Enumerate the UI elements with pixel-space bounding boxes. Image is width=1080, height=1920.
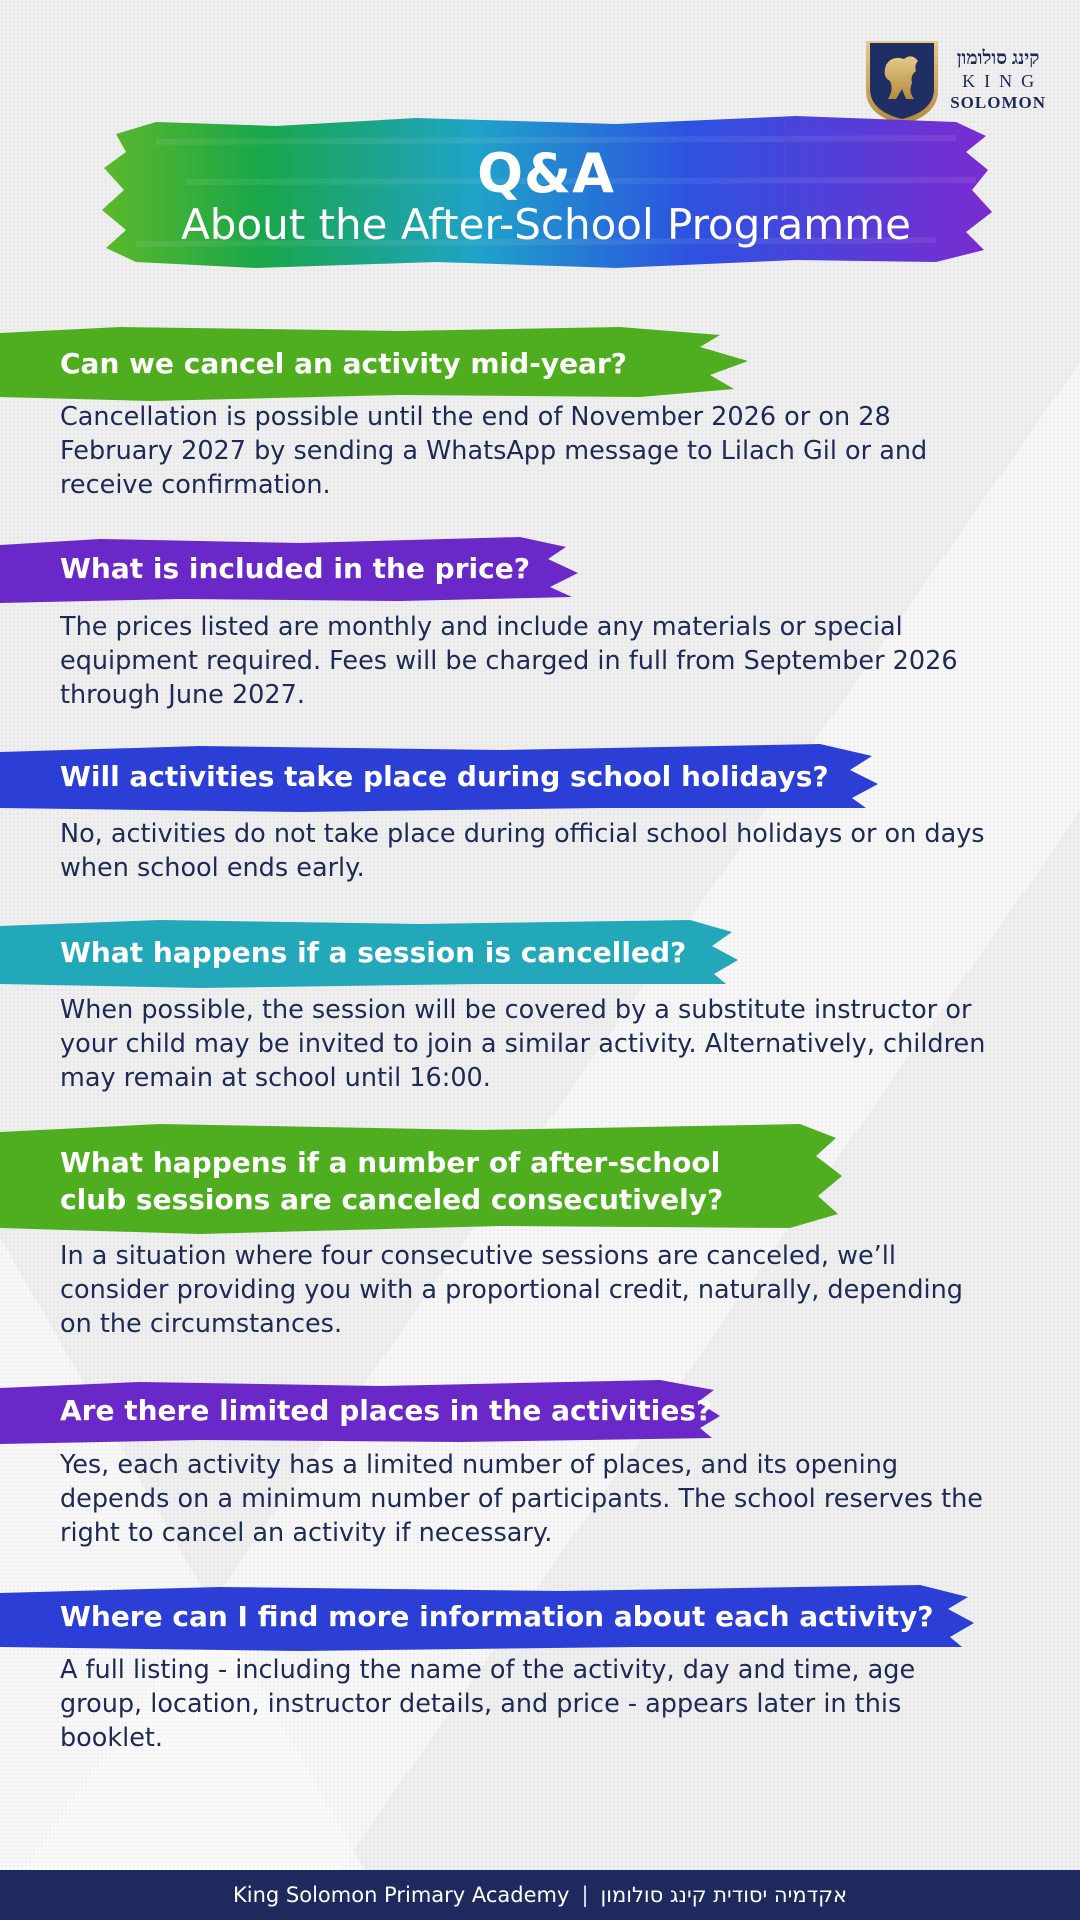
answer-text: No, activities do not take place during official school holidays or on days when school ends early. bbox=[60, 819, 985, 883]
question-text: What is included in the price? bbox=[60, 552, 530, 585]
question-text: Will activities take place during school holidays? bbox=[60, 760, 829, 793]
footer-school-name: King Solomon Primary Academy bbox=[232, 1883, 570, 1907]
logo-english-line2: SOLOMON bbox=[950, 93, 1046, 112]
answer-text: The prices listed are monthly and include any materials or special equipment required. Fees will be charged in full from September 2026 through June 2027. bbox=[60, 612, 958, 710]
footer-bar bbox=[0, 1870, 1080, 1920]
footer-separator: | bbox=[581, 1883, 589, 1907]
answer-text: Cancellation is possible until the end of November 2026 or on 28 February 2027 by sending a WhatsApp message to Lilach Gil or and receive confirmation. bbox=[60, 402, 928, 500]
logo-hebrew: קינג סולומון bbox=[956, 48, 1040, 69]
page-subtitle: About the After-School Programme bbox=[181, 200, 911, 249]
title-banner bbox=[96, 112, 996, 272]
question-text: Are there limited places in the activities? bbox=[60, 1394, 713, 1427]
footer-school-name-hebrew: אקדמיה יסודית קינג סולומון bbox=[600, 1883, 847, 1907]
question-text: Can we cancel an activity mid-year? bbox=[60, 347, 627, 380]
page-title: Q&A bbox=[477, 142, 615, 205]
answer-text: A full listing - including the name of the activity, day and time, age group, location, instructor details, and price - appears later in this booklet. bbox=[60, 1655, 916, 1753]
logo-english-line1: KING bbox=[962, 71, 1044, 91]
logo-wordmark bbox=[950, 48, 1046, 114]
question-text: Where can I find more information about each activity? bbox=[60, 1600, 934, 1633]
question-text: What happens if a session is cancelled? bbox=[60, 936, 687, 969]
answer-text: Yes, each activity has a limited number of places, and its opening depends on a minimum number of participants. The school reserves the right to cancel an activity if necessary. bbox=[60, 1450, 983, 1548]
answer-text: When possible, the session will be covered by a substitute instructor or your child may be invited to join a similar activity. Alternatively, children may remain at school until 16:00. bbox=[60, 995, 986, 1093]
question-text: What happens if a number of after-school club sessions are canceled consecutively? bbox=[60, 1146, 724, 1216]
answer-text: In a situation where four consecutive sessions are canceled, we’ll consider providing you with a proportional credit, naturally, depending on the circumstances. bbox=[60, 1241, 963, 1339]
